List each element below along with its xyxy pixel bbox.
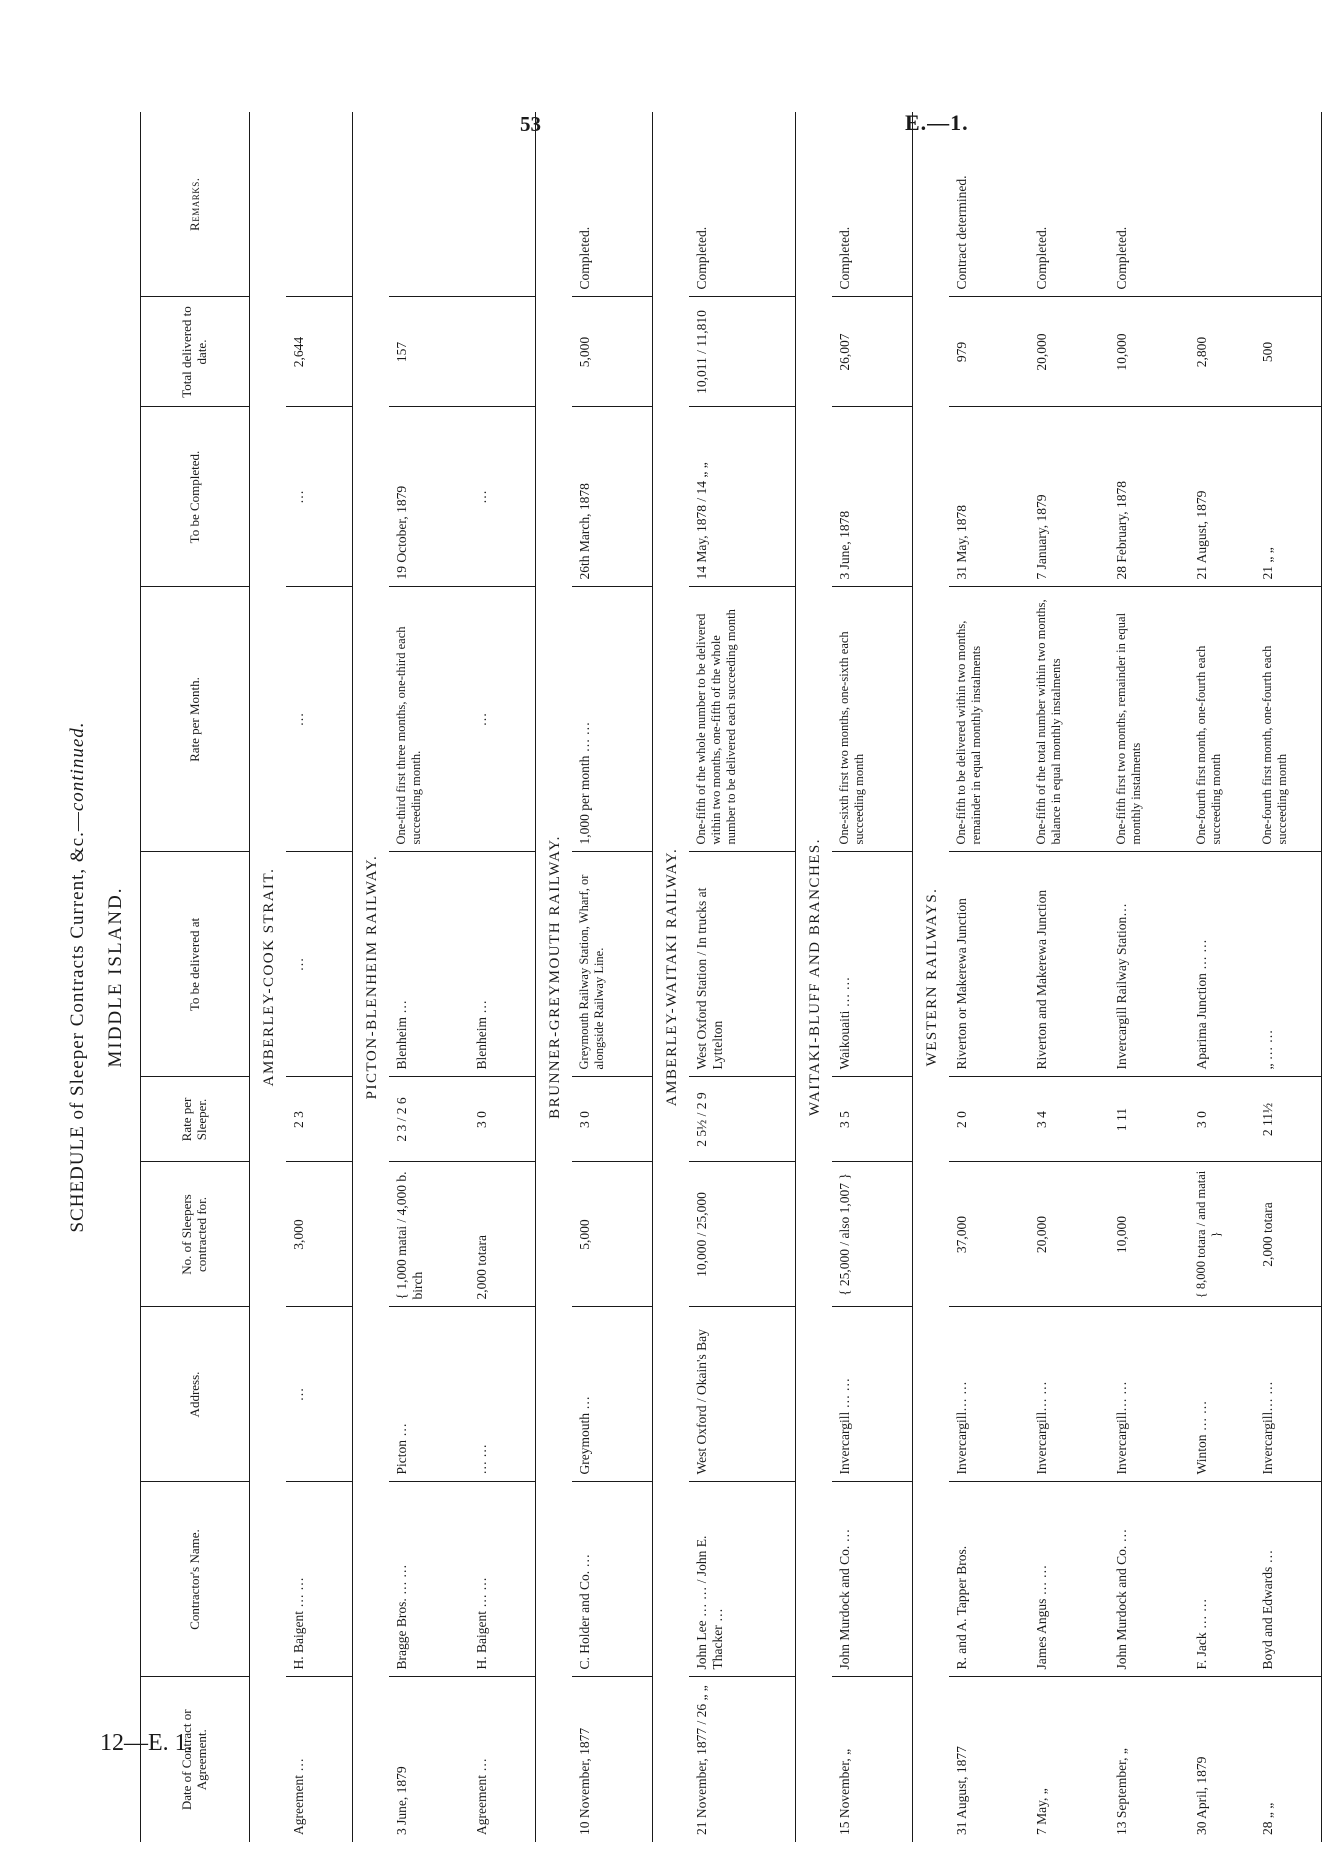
cell-rate: 2 3 — [286, 1077, 353, 1162]
section-heading — [250, 112, 287, 1842]
section-heading — [536, 112, 573, 1842]
cell-date: 7 May, „ — [1029, 1677, 1109, 1842]
cell-rate: 1 11 — [1109, 1077, 1189, 1162]
col-rate: Rate per Sleeper. — [141, 1077, 250, 1162]
cell-rate: 2 5½ / 2 9 — [689, 1077, 796, 1162]
cell-address: Invercargill… … — [1255, 1307, 1322, 1482]
cell-remarks: Completed. — [1034, 226, 1049, 290]
cell-rate-month: One-fourth first month, one-fourth each succeeding month — [1255, 587, 1322, 852]
cell-rate-month: One-fourth first month, one-fourth each succeeding month — [1189, 587, 1255, 852]
cell-complete: 21 August, 1879 — [1189, 407, 1255, 587]
cell-rate: 3 4 — [1029, 1077, 1109, 1162]
cell-address: Winton … … — [1189, 1307, 1255, 1482]
table-row — [689, 112, 796, 1842]
col-remarks — [141, 112, 250, 297]
col-total: Total delivered to date. — [141, 297, 250, 407]
cell-address: Invercargill … … — [832, 1307, 913, 1482]
section-title: WESTERN RAILWAYS. — [913, 112, 950, 1842]
cell-rate-month: One-fifth to be delivered within two months, remainder in equal monthly instalments — [949, 587, 1029, 852]
col-rate-month: Rate per Month. — [141, 587, 250, 852]
cell-rate: 3 0 — [469, 1077, 536, 1162]
cell-sleepers: { 8,000 totara / and matai } — [1189, 1162, 1255, 1307]
cell-complete: 19 October, 1879 — [389, 407, 469, 587]
cell-sleepers: { 25,000 / also 1,007 } — [832, 1162, 913, 1307]
cell-contractor: Boyd and Edwards … — [1255, 1482, 1322, 1677]
cell-rate: 3 0 — [1189, 1077, 1255, 1162]
page-number: 53 — [520, 112, 541, 136]
cell-sleepers: 10,000 — [1109, 1162, 1189, 1307]
cell-address: Picton … — [389, 1307, 469, 1482]
cell-total: 2,800 — [1189, 297, 1255, 407]
cell-total: 26,007 — [832, 297, 913, 407]
cell-rate: 3 0 — [572, 1077, 653, 1162]
cell-date: 10 November, 1877 — [572, 1677, 653, 1842]
cell-contractor: Bragge Bros. … … — [389, 1482, 469, 1677]
section-title: AMBERLEY-WAITAKI RAILWAY. — [653, 112, 690, 1842]
cell-total: 157 — [389, 297, 469, 407]
table-row — [1109, 112, 1189, 1842]
cell-delivered-at: Riverton and Makerewa Junction — [1029, 852, 1109, 1077]
cell-date: Agreement … — [286, 1677, 353, 1842]
cell-delivered-at: Blenheim … — [389, 852, 469, 1077]
cell-date: 13 September, „ — [1109, 1677, 1189, 1842]
cell-address: West Oxford / Okain's Bay — [689, 1307, 796, 1482]
cell-sleepers: 20,000 — [1029, 1162, 1109, 1307]
col-complete: To be Completed. — [141, 407, 250, 587]
cell-delivered-at: Aparima Junction … … — [1189, 852, 1255, 1077]
cell-contractor: H. Baigent … … — [469, 1482, 536, 1677]
cell-complete: 26th March, 1878 — [572, 407, 653, 587]
cell-rate: 2 3 / 2 6 — [389, 1077, 469, 1162]
cell-date: 31 August, 1877 — [949, 1677, 1029, 1842]
cell-delivered-at: Blenheim … — [469, 852, 536, 1077]
table-row — [389, 112, 469, 1842]
document-subtitle: MIDDLE ISLAND. — [105, 886, 126, 1068]
section-heading — [653, 112, 690, 1842]
cell-rate-month: One-sixth first two months, one-sixth each succeeding month — [832, 587, 913, 852]
col-address: Address. — [141, 1307, 250, 1482]
cell-date: Agreement … — [469, 1677, 536, 1842]
cell-total: 5,000 — [572, 297, 653, 407]
cell-delivered-at: Riverton or Makerewa Junction — [949, 852, 1029, 1077]
title-continued: continued. — [67, 721, 88, 812]
rotated-table-container — [58, 112, 1289, 1842]
section-title: BRUNNER-GREYMOUTH RAILWAY. — [536, 112, 573, 1842]
cell-total: 2,644 — [286, 297, 353, 407]
col-contractor: Contractor's Name. — [141, 1482, 250, 1677]
section-heading — [913, 112, 950, 1842]
section-heading — [796, 112, 833, 1842]
table-row — [1029, 112, 1109, 1842]
table-row — [1189, 112, 1255, 1842]
cell-total: 10,011 / 11,810 — [689, 297, 796, 407]
cell-contractor: John Lee … … / John E. Thacker … — [689, 1482, 796, 1677]
cell-sleepers: 2,000 totara — [1255, 1162, 1322, 1307]
cell-complete: … — [286, 407, 353, 587]
title-main: SCHEDULE of Sleeper Contracts Current, &c.— — [67, 811, 88, 1233]
cell-remarks: Completed. — [694, 226, 709, 290]
cell-complete: 3 June, 1878 — [832, 407, 913, 587]
cell-rate: 2 0 — [949, 1077, 1029, 1162]
cell-delivered-at: Waikouaiti … … — [832, 852, 913, 1077]
cell-remarks: Completed. — [1114, 226, 1129, 290]
cell-contractor: John Murdock and Co. … — [832, 1482, 913, 1677]
col-delivered-at: To be delivered at — [141, 852, 250, 1077]
table-row — [832, 112, 913, 1842]
cell-rate: 3 5 — [832, 1077, 913, 1162]
cell-address: Invercargill… … — [1029, 1307, 1109, 1482]
col-sleepers: No. of Sleepers contracted for. — [141, 1162, 250, 1307]
cell-rate-month: … — [286, 587, 353, 852]
cell-delivered-at: „ … … — [1255, 852, 1322, 1077]
cell-remarks: Completed. — [837, 226, 852, 290]
cell-date: 15 November, „ — [832, 1677, 913, 1842]
header-row — [141, 112, 250, 1842]
cell-address: … … — [469, 1307, 536, 1482]
document-title — [58, 112, 98, 1842]
cell-address: Greymouth … — [572, 1307, 653, 1482]
cell-remarks — [286, 112, 353, 297]
cell-complete: 31 May, 1878 — [949, 407, 1029, 587]
cell-rate: 2 11½ — [1255, 1077, 1322, 1162]
cell-address: Invercargill… … — [1109, 1307, 1189, 1482]
section-title: PICTON-BLENHEIM RAILWAY. — [353, 112, 390, 1842]
cell-sleepers: 37,000 — [949, 1162, 1029, 1307]
cell-rate-month: … — [469, 587, 536, 852]
cell-remarks: Contract determined. — [954, 175, 969, 290]
cell-delivered-at: Greymouth Railway Station, Wharf, or alongside Railway Line. — [572, 852, 653, 1077]
cell-complete: 28 February, 1878 — [1109, 407, 1189, 587]
cell-rate-month: One-fifth first two months, remainder in equal monthly instalments — [1109, 587, 1189, 852]
cell-delivered-at: … — [286, 852, 353, 1077]
cell-rate-month: One-third first three months, one-third each succeeding month. — [389, 587, 469, 852]
cell-total — [469, 297, 536, 407]
table-row — [1255, 112, 1322, 1842]
cell-sleepers: { 1,000 matai / 4,000 b. birch — [389, 1162, 469, 1307]
cell-remarks — [1255, 112, 1322, 297]
cell-total: 979 — [949, 297, 1029, 407]
cell-contractor: F. Jack … … — [1189, 1482, 1255, 1677]
cell-date: 3 June, 1879 — [389, 1677, 469, 1842]
cell-sleepers: 3,000 — [286, 1162, 353, 1307]
cell-delivered-at: West Oxford Station / In trucks at Lyttelton — [689, 852, 796, 1077]
cell-date: 21 November, 1877 / 26 „ „ — [689, 1677, 796, 1842]
cell-rate-month: One-fifth of the total number within two months, balance in equal monthly instalments — [1029, 587, 1109, 852]
cell-date: 30 April, 1879 — [1189, 1677, 1255, 1842]
cell-contractor: R. and A. Tapper Bros. — [949, 1482, 1029, 1677]
cell-contractor: James Angus … … — [1029, 1482, 1109, 1677]
cell-contractor: H. Baigent … … — [286, 1482, 353, 1677]
cell-contractor: John Murdock and Co. … — [1109, 1482, 1189, 1677]
cell-sleepers: 5,000 — [572, 1162, 653, 1307]
cell-total: 20,000 — [1029, 297, 1109, 407]
cell-remarks — [469, 112, 536, 297]
section-heading — [353, 112, 390, 1842]
cell-total: 10,000 — [1109, 297, 1189, 407]
cell-complete: 21 „ „ — [1255, 407, 1322, 587]
cell-remarks — [1189, 112, 1255, 297]
section-title: WAITAKI-BLUFF AND BRANCHES. — [796, 112, 833, 1842]
cell-remarks: Completed. — [577, 226, 592, 290]
cell-rate-month: One-fifth of the whole number to be delivered within two months, one-fifth of the whole number to be delivered each succeeding month — [689, 587, 796, 852]
cell-address: Invercargill… … — [949, 1307, 1029, 1482]
col-date: Date of Contract or Agreement. — [141, 1677, 250, 1842]
table-row — [286, 112, 353, 1842]
cell-address: … — [286, 1307, 353, 1482]
cell-delivered-at: Invercargill Railway Station… — [1109, 852, 1189, 1077]
table-row — [469, 112, 536, 1842]
remarks-heading: Remarks. — [186, 177, 202, 231]
section-title: AMBERLEY-COOK STRAIT. — [261, 867, 277, 1087]
cell-rate-month: 1,000 per month … … — [572, 587, 653, 852]
cell-sleepers: 2,000 totara — [469, 1162, 536, 1307]
table-row — [949, 112, 1029, 1842]
cell-total: 500 — [1255, 297, 1322, 407]
cell-sleepers: 10,000 / 25,000 — [689, 1162, 796, 1307]
cell-date: 28 „ „ — [1255, 1677, 1322, 1842]
series-code: E.—1. — [905, 110, 969, 135]
cell-remarks — [389, 112, 469, 297]
folio-mark: 12—E. 1. — [100, 1730, 193, 1756]
cell-complete: 7 January, 1879 — [1029, 407, 1109, 587]
cell-complete: 14 May, 1878 / 14 „ „ — [689, 407, 796, 587]
cell-complete: … — [469, 407, 536, 587]
table-row — [572, 112, 653, 1842]
cell-contractor: C. Holder and Co. … — [572, 1482, 653, 1677]
sleeper-contracts-table — [140, 112, 1322, 1842]
